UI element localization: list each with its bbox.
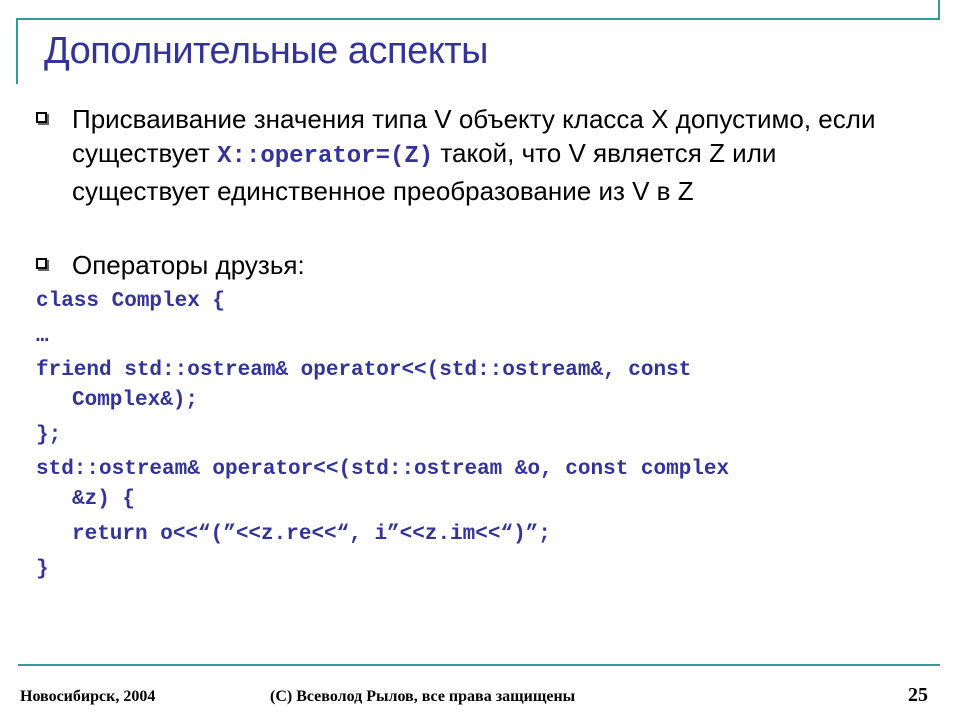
- footer-divider: [18, 664, 940, 666]
- code-line-1: class Complex {: [36, 290, 226, 313]
- bullet-item-1: [36, 102, 916, 208]
- code-line-4: Complex&);: [72, 389, 199, 412]
- code-line-9: }: [36, 558, 49, 581]
- bullet-1-inline-code: X::operator=(Z): [217, 143, 434, 170]
- code-line-6: std::ostream& operator<<(std::ostream &o, const complex: [36, 458, 730, 481]
- bullet-text-2: Операторы друзья:: [72, 250, 305, 280]
- bullet-text-1: [72, 102, 916, 208]
- code-line-8: return o<<“(”<<z.re<<“, i”<<z.im<<“)”;: [72, 523, 551, 546]
- footer-copyright: (C) Всеволод Рылов, все права защищены: [270, 688, 576, 705]
- bullet-1-text-part-2: такой, что V является Z или существует единственное преобразование из V в Z: [72, 138, 777, 206]
- frame-left-line: [16, 18, 18, 84]
- footer-city-year: Новосибирск, 2004: [20, 688, 156, 705]
- frame-right-line: [938, 0, 940, 20]
- code-line-5: };: [36, 424, 62, 447]
- code-line-3: friend std::ostream& operator<<(std::ostream&, const: [36, 359, 692, 382]
- code-line-2: …: [36, 325, 49, 348]
- checkbox-bullet-icon: [36, 112, 47, 123]
- bullet-1-text-part-1: Присваивание значения типа V объекту класса X допустимо, если существует: [72, 104, 876, 168]
- bullet-item-2: [36, 248, 916, 282]
- frame-top-line: [16, 18, 940, 20]
- slide-title: Дополнительные аспекты: [44, 30, 488, 72]
- page-number: 25: [908, 684, 928, 706]
- code-line-7: &z) {: [72, 488, 136, 511]
- checkbox-bullet-icon: [36, 258, 47, 269]
